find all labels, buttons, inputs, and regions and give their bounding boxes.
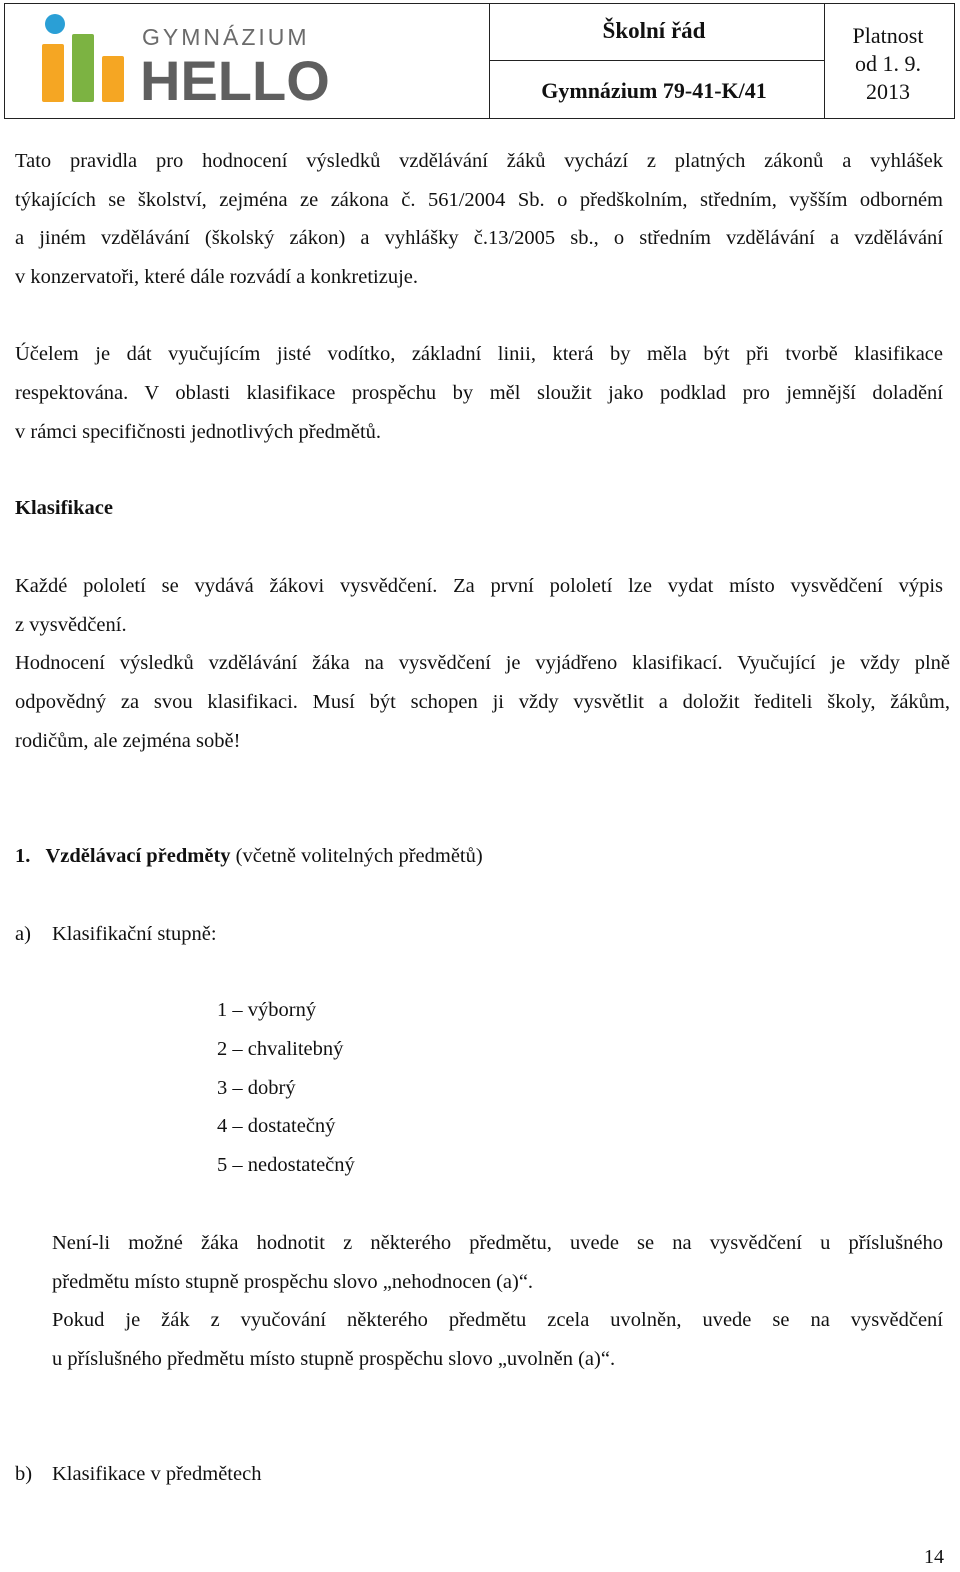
document-header	[4, 3, 955, 119]
grade-item: 4 – dostatečný	[217, 1115, 336, 1137]
grade-item: 1 – výborný	[217, 999, 317, 1021]
heading-rest-text: (včetně volitelných předmětů)	[235, 845, 483, 867]
text-line: odpovědný za svou klasifikaci. Musí být schopen ji vždy vysvětlit a doložit řediteli školy, žákům,	[15, 691, 950, 713]
logo-bar-icon	[42, 44, 64, 102]
grade-item: 3 – dobrý	[217, 1077, 296, 1099]
page-number: 14	[924, 1546, 944, 1568]
grade-item: 2 – chvalitebný	[217, 1038, 344, 1060]
document-title: Školní řád	[602, 18, 706, 43]
text-line: a jiném vzdělávání (školský zákon) a vyhlášky č.13/2005 sb., o středním vzdělávání a vzdělávání	[15, 227, 943, 249]
text-line: z vysvědčení.	[15, 614, 127, 636]
text-line: Účelem je dát vyučujícím jisté vodítko, základní linii, která by měla být při tvorbě klasifikace	[15, 343, 943, 365]
validity-line: od 1. 9.	[855, 51, 921, 76]
validity-line: Platnost	[852, 23, 924, 48]
text-line: v rámci specifičnosti jednotlivých předmětů.	[15, 421, 382, 443]
logo-bar-icon	[102, 56, 124, 102]
logo-top-text: GYMNÁZIUM	[142, 24, 310, 50]
heading-bold-text: Vzdělávací předměty	[45, 845, 231, 867]
text-line: u příslušného předmětu místo stupně prospěchu slovo „uvolněn (a)“.	[52, 1348, 616, 1370]
logo-dot-icon	[45, 14, 65, 34]
logo-main-text: HELLO	[140, 49, 330, 106]
text-line: Pokud je žák z vyučování některého předmětu zcela uvolněn, uvede se na vysvědčení	[52, 1309, 943, 1331]
subsection-label: b)	[15, 1463, 33, 1485]
section-heading: Klasifikace	[15, 497, 113, 519]
school-logo	[39, 14, 349, 106]
text-line: v konzervatoři, které dále rozvádí a konkretizuje.	[15, 266, 418, 288]
text-line: rodičům, ale zejména sobě!	[15, 730, 241, 752]
subsection-label: a)	[15, 923, 31, 945]
numbered-heading	[15, 843, 483, 869]
subsection-b	[15, 1461, 262, 1487]
validity-block	[823, 22, 953, 106]
text-line: Není-li možné žáka hodnotit z některého předmětu, uvede se na vysvědčení u příslušného	[52, 1232, 943, 1254]
text-line: týkajících se školství, zejména ze zákona č. 561/2004 Sb. o předškolním, středním, vyšším odborném	[15, 189, 943, 211]
document-subtitle: Gymnázium 79-41-K/41	[541, 78, 767, 103]
grade-item: 5 – nedostatečný	[217, 1154, 355, 1176]
text-line: Každé pololetí se vydává žákovi vysvědčení. Za první pololetí lze vydat místo vysvědčení výpis	[15, 575, 943, 597]
text-line: předmětu místo stupně prospěchu slovo „nehodnocen (a)“.	[52, 1271, 534, 1293]
logo-bar-icon	[72, 34, 94, 102]
subsection-a	[15, 921, 217, 947]
text-line: Hodnocení výsledků vzdělávání žáka na vysvědčení je vyjádřeno klasifikací. Vyučující je vždy plně	[15, 652, 950, 674]
header-divider	[489, 60, 825, 61]
text-line: Tato pravidla pro hodnocení výsledků vzdělávání žáků vychází z platných zákonů a vyhlášek	[15, 150, 943, 172]
subsection-text: Klasifikační stupně:	[52, 923, 217, 945]
subsection-text: Klasifikace v předmětech	[52, 1463, 262, 1485]
validity-line: 2013	[866, 79, 910, 104]
text-line: respektována. V oblasti klasifikace prospěchu by měl sloužit jako podklad pro jemnější doladění	[15, 382, 943, 404]
heading-number: 1.	[15, 845, 31, 867]
